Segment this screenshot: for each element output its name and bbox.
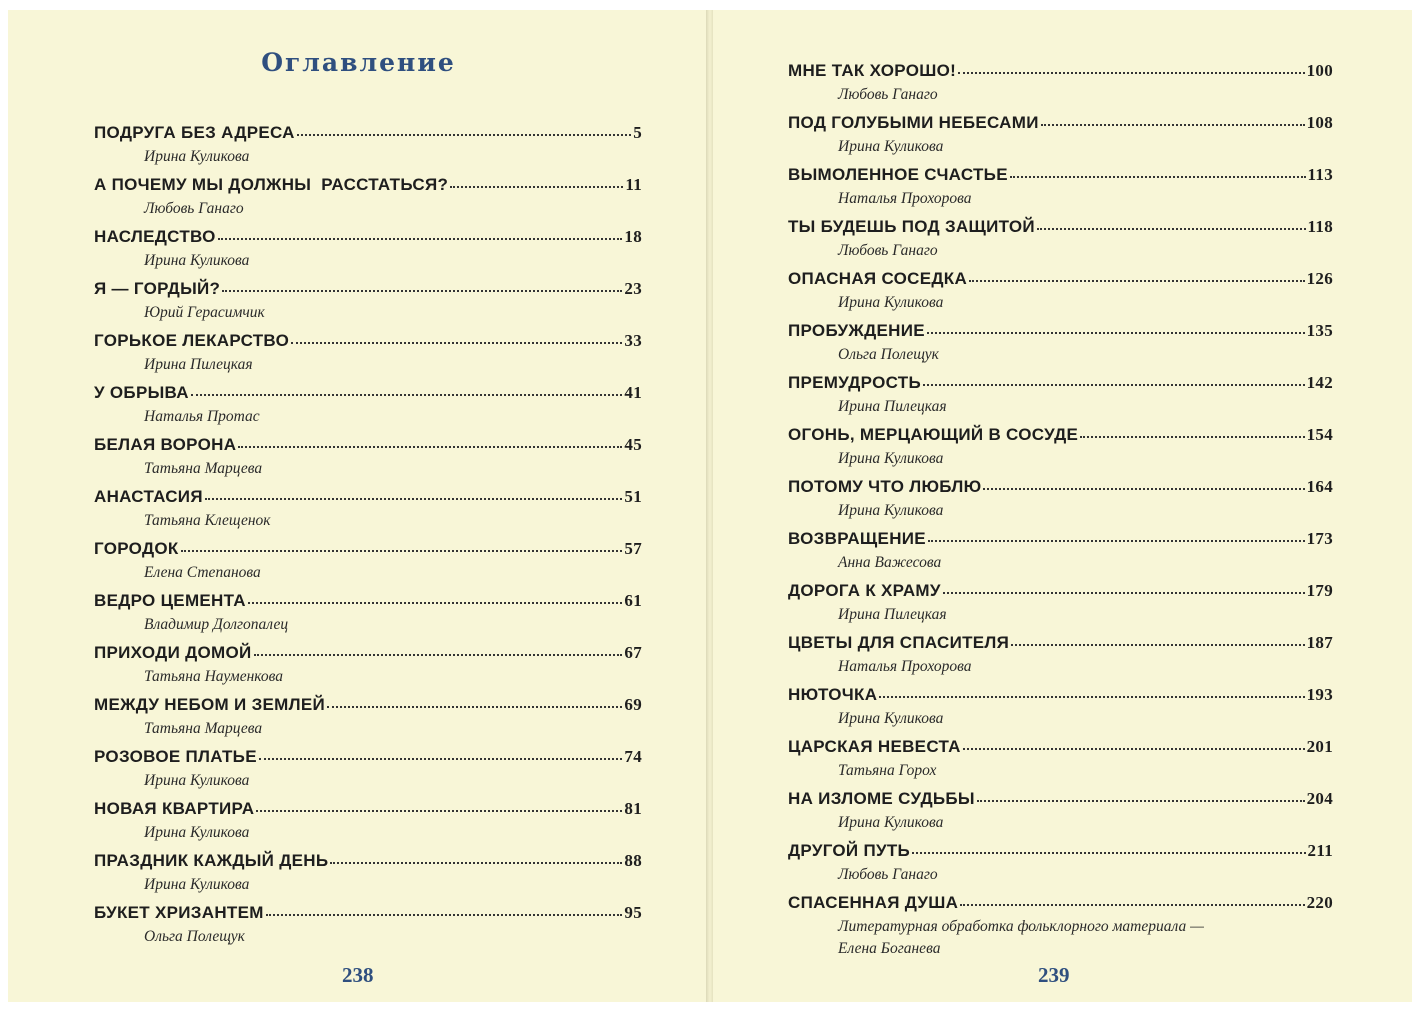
toc-entry (788, 893, 1333, 957)
toc-entry (94, 591, 642, 643)
story-title: НАСЛЕДСТВО (94, 227, 216, 246)
page-ref: 108 (1306, 113, 1333, 132)
toc-entry (788, 737, 1333, 789)
toc-entry-row (94, 643, 642, 667)
toc-entry-row (788, 217, 1333, 241)
toc-entry-row (788, 321, 1333, 345)
toc-entry (94, 643, 642, 695)
story-title: ДРУГОЙ ПУТЬ (788, 841, 911, 860)
story-title: ПОДРУГА БЕЗ АДРЕСА (94, 123, 295, 142)
story-title: ГОРЬКОЕ ЛЕКАРСТВО (94, 331, 290, 350)
toc-entry (788, 841, 1333, 893)
page-ref: 95 (624, 903, 642, 922)
story-title: ГОРОДОК (94, 539, 179, 558)
author-name: Ольга Полещук (838, 346, 939, 363)
author-name: Ольга Полещук (144, 928, 245, 945)
toc-entry (788, 425, 1333, 477)
page-ref: 61 (624, 591, 642, 610)
story-title: ПОД ГОЛУБЫМИ НЕБЕСАМИ (788, 113, 1039, 132)
author-name-line2: Елена Боганева (838, 940, 941, 957)
dot-leader (958, 67, 1304, 74)
author-name: Ирина Куликова (838, 710, 944, 727)
toc-entry (788, 581, 1333, 633)
dot-leader (259, 753, 623, 760)
toc-entry-row (94, 695, 642, 719)
author-name: Татьяна Марцева (144, 720, 263, 737)
story-title: ПРОБУЖДЕНИЕ (788, 321, 925, 340)
toc-entry (788, 685, 1333, 737)
toc-entry (788, 633, 1333, 685)
dot-leader (248, 597, 623, 604)
page-number-right: 239 (1038, 963, 1070, 987)
dot-leader (450, 181, 623, 188)
story-title: ЦАРСКАЯ НЕВЕСТА (788, 737, 961, 756)
toc-entry (94, 227, 642, 279)
story-title: МНЕ ТАК ХОРОШО! (788, 61, 957, 80)
page-ref: 164 (1306, 477, 1333, 496)
toc-entry-row (788, 685, 1333, 709)
toc-entry-row (788, 477, 1333, 501)
toc-list-right (788, 61, 1333, 957)
dot-leader (879, 691, 1304, 698)
toc-entry (94, 331, 642, 383)
toc-entry-row (94, 227, 642, 251)
page-ref: 179 (1306, 581, 1333, 600)
toc-entry-row (94, 799, 642, 823)
author-name: Татьяна Марцева (144, 460, 263, 477)
page-title: Оглавление (261, 48, 456, 77)
author-name: Наталья Прохорова (838, 190, 972, 207)
toc-entry (788, 217, 1333, 269)
toc-entry-row (788, 633, 1333, 657)
page-ref: 74 (624, 747, 642, 766)
toc-entry-row (788, 425, 1333, 449)
dot-leader (1080, 431, 1304, 438)
story-title: ПРИХОДИ ДОМОЙ (94, 643, 252, 662)
page-ref: 211 (1307, 841, 1333, 860)
page-ref: 67 (624, 643, 642, 662)
story-title: ВОЗВРАЩЕНИЕ (788, 529, 926, 548)
toc-entry-row (94, 747, 642, 771)
toc-entry (94, 539, 642, 591)
toc-entry-row (94, 539, 642, 563)
author-name: Литературная обработка фольклорного материала — (838, 918, 1204, 935)
toc-entry (94, 851, 642, 903)
toc-entry-row (788, 737, 1333, 761)
author-name: Ирина Пилецкая (144, 356, 253, 373)
page-ref: 33 (624, 331, 642, 350)
dot-leader (969, 275, 1305, 282)
toc-entry (788, 165, 1333, 217)
page-ref: 220 (1306, 893, 1333, 912)
dot-leader (238, 441, 622, 448)
dot-leader (222, 285, 622, 292)
page-ref: 81 (624, 799, 642, 818)
author-name: Ирина Куликова (838, 294, 944, 311)
author-name: Ирина Куликова (144, 148, 250, 165)
story-title: ПОТОМУ ЧТО ЛЮБЛЮ (788, 477, 982, 496)
story-title: Я — ГОРДЫЙ? (94, 279, 221, 298)
page-ref: 173 (1306, 529, 1333, 548)
toc-entry-row (788, 165, 1333, 189)
author-name: Ирина Куликова (144, 252, 250, 269)
dot-leader (977, 795, 1305, 802)
page-ref: 201 (1306, 737, 1333, 756)
author-name: Юрий Герасимчик (144, 304, 265, 321)
dot-leader (1011, 639, 1304, 646)
page-ref: 41 (624, 383, 642, 402)
story-title: ПРЕМУДРОСТЬ (788, 373, 921, 392)
toc-entry (94, 747, 642, 799)
toc-entry (94, 279, 642, 331)
toc-entry-row (94, 383, 642, 407)
dot-leader (960, 899, 1304, 906)
page-ref: 204 (1306, 789, 1333, 808)
dot-leader (205, 493, 623, 500)
toc-entry-row (788, 789, 1333, 813)
toc-entry-row (788, 61, 1333, 85)
author-name: Наталья Прохорова (838, 658, 972, 675)
page-ref: 45 (624, 435, 642, 454)
story-title: ТЫ БУДЕШЬ ПОД ЗАЩИТОЙ (788, 217, 1035, 236)
dot-leader (330, 857, 622, 864)
author-name: Ирина Пилецкая (838, 398, 947, 415)
page-ref: 69 (624, 695, 642, 714)
story-title: НЮТОЧКА (788, 685, 878, 704)
author-name: Ирина Пилецкая (838, 606, 947, 623)
dot-leader (943, 587, 1305, 594)
page-ref: 193 (1306, 685, 1333, 704)
page-ref: 100 (1306, 61, 1333, 80)
left-page (8, 10, 709, 1002)
author-name: Наталья Протас (144, 408, 260, 425)
author-name: Ирина Куликова (144, 772, 250, 789)
toc-entry-row (788, 841, 1333, 865)
dot-leader (297, 129, 631, 136)
dot-leader (983, 483, 1304, 490)
author-name: Ирина Куликова (144, 876, 250, 893)
toc-entry-row (94, 487, 642, 511)
dot-leader (218, 233, 623, 240)
toc-entry-row (94, 331, 642, 355)
story-title: А ПОЧЕМУ МЫ ДОЛЖНЫ РАССТАТЬСЯ? (94, 175, 449, 194)
toc-entry-row (94, 851, 642, 875)
author-name: Ирина Куликова (838, 450, 944, 467)
dot-leader (1037, 223, 1306, 230)
author-name: Любовь Ганаго (838, 86, 938, 103)
toc-entry-row (94, 123, 642, 147)
story-title: У ОБРЫВА (94, 383, 189, 402)
page-ref: 11 (625, 175, 642, 194)
story-title: НА ИЗЛОМЕ СУДЬБЫ (788, 789, 975, 808)
toc-entry (788, 789, 1333, 841)
toc-entry (788, 373, 1333, 425)
page-ref: 126 (1306, 269, 1333, 288)
story-title: БЕЛАЯ ВОРОНА (94, 435, 237, 454)
story-title: ЦВЕТЫ ДЛЯ СПАСИТЕЛЯ (788, 633, 1010, 652)
page-ref: 142 (1306, 373, 1333, 392)
toc-entry (94, 799, 642, 851)
dot-leader (1041, 119, 1305, 126)
toc-list-left (94, 123, 642, 955)
page-ref: 187 (1306, 633, 1333, 652)
story-title: АНАСТАСИЯ (94, 487, 203, 506)
page-number-left: 238 (342, 963, 374, 987)
dot-leader (923, 379, 1305, 386)
page-ref: 23 (624, 279, 642, 298)
author-name: Татьяна Горох (838, 762, 937, 779)
dot-leader (912, 847, 1305, 854)
toc-entry-row (94, 175, 642, 199)
page-ref: 113 (1307, 165, 1333, 184)
story-title: РОЗОВОЕ ПЛАТЬЕ (94, 747, 257, 766)
toc-entry (788, 529, 1333, 581)
author-name: Ирина Куликова (144, 824, 250, 841)
author-name: Елена Степанова (144, 564, 261, 581)
story-title: ПРАЗДНИК КАЖДЫЙ ДЕНЬ (94, 851, 329, 870)
author-name: Татьяна Науменкова (144, 668, 284, 685)
toc-entry (94, 903, 642, 955)
story-title: ВЫМОЛЕННОЕ СЧАСТЬЕ (788, 165, 1008, 184)
page-ref: 51 (624, 487, 642, 506)
toc-entry (94, 695, 642, 747)
toc-entry (94, 123, 642, 175)
dot-leader (266, 909, 623, 916)
right-page (712, 10, 1412, 1002)
toc-entry-row (788, 529, 1333, 553)
author-name: Ирина Куликова (838, 814, 944, 831)
toc-entry (788, 269, 1333, 321)
page-ref: 57 (624, 539, 642, 558)
page-ref: 118 (1307, 217, 1333, 236)
toc-entry-row (788, 581, 1333, 605)
story-title: ОПАСНАЯ СОСЕДКА (788, 269, 968, 288)
toc-entry (94, 383, 642, 435)
story-title: ВЕДРО ЦЕМЕНТА (94, 591, 246, 610)
author-name: Владимир Долгопалец (144, 616, 289, 633)
dot-leader (256, 805, 622, 812)
dot-leader (963, 743, 1305, 750)
page-ref: 18 (624, 227, 642, 246)
author-name: Татьяна Клещенок (144, 512, 271, 529)
toc-entry (788, 321, 1333, 373)
toc-entry (94, 175, 642, 227)
dot-leader (1010, 171, 1306, 178)
toc-entry-row (788, 269, 1333, 293)
toc-entry (788, 113, 1333, 165)
author-name: Любовь Ганаго (838, 866, 938, 883)
story-title: ОГОНЬ, МЕРЦАЮЩИЙ В СОСУДЕ (788, 425, 1079, 444)
story-title: МЕЖДУ НЕБОМ И ЗЕМЛЕЙ (94, 695, 326, 714)
author-name: Любовь Ганаго (838, 242, 938, 259)
story-title: СПАСЕННАЯ ДУША (788, 893, 959, 912)
toc-entry-row (94, 591, 642, 615)
page-ref: 88 (624, 851, 642, 870)
toc-entry-row (94, 435, 642, 459)
author-name: Анна Важесова (838, 554, 942, 571)
toc-entry (788, 61, 1333, 113)
dot-leader (181, 545, 623, 552)
story-title: НОВАЯ КВАРТИРА (94, 799, 255, 818)
toc-entry (94, 435, 642, 487)
author-name: Ирина Куликова (838, 502, 944, 519)
toc-entry-row (788, 373, 1333, 397)
page-ref: 154 (1306, 425, 1333, 444)
dot-leader (254, 649, 623, 656)
author-name: Любовь Ганаго (144, 200, 244, 217)
page-ref: 135 (1306, 321, 1333, 340)
dot-leader (928, 535, 1305, 542)
toc-entry-row (788, 113, 1333, 137)
page-ref: 5 (633, 123, 642, 142)
toc-entry-row (788, 893, 1333, 917)
toc-entry-row (94, 279, 642, 303)
story-title: ДОРОГА К ХРАМУ (788, 581, 941, 600)
dot-leader (291, 337, 622, 344)
dot-leader (927, 327, 1305, 334)
author-name: Ирина Куликова (838, 138, 944, 155)
toc-entry-row (94, 903, 642, 927)
dot-leader (327, 701, 622, 708)
toc-entry (94, 487, 642, 539)
story-title: БУКЕТ ХРИЗАНТЕМ (94, 903, 264, 922)
dot-leader (191, 389, 623, 396)
toc-entry (788, 477, 1333, 529)
